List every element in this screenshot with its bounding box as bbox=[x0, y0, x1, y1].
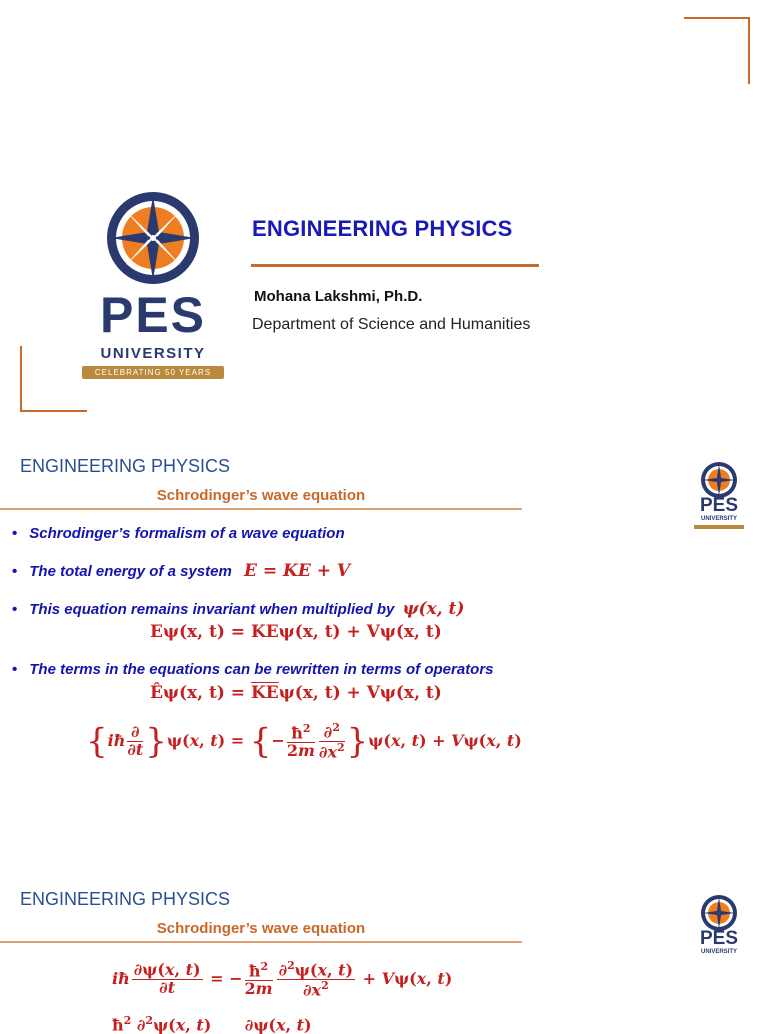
pes-logo-small bbox=[692, 460, 746, 532]
corner-accent-bottom bbox=[20, 410, 87, 412]
equation-line-3: {iħ $\frac{\partial}{\partial t}$ }ψ(x, t) = {− $\frac{ħ^2}{2m}$ $\frac{\partial^2}{\partial x^2}$ }ψ(x, t) + Vψ(x, t) bbox=[86, 721, 522, 762]
pes-logo-small-2 bbox=[692, 893, 746, 965]
slide-title: ENGINEERING PHYSICS bbox=[252, 216, 513, 241]
logo-small-wordmark-2: PES bbox=[699, 928, 739, 949]
bullet-total-energy: • The total energy of a system E = KE + V bbox=[12, 561, 351, 581]
slide2-header: ENGINEERING PHYSICS bbox=[20, 456, 231, 476]
department-name: Department of Science and Humanities bbox=[252, 316, 531, 333]
equation-line-1: Eψ(x, t) = KEψ(x, t) + Vψ(x, t) bbox=[150, 622, 442, 642]
slide3-divider bbox=[0, 941, 522, 943]
bullet-invariant: • This equation remains invariant when multiplied by ψ(x, t) bbox=[12, 599, 465, 619]
corner-accent-top bbox=[684, 17, 750, 19]
equation-energy: E = KE + V bbox=[244, 561, 351, 581]
equation-line-2: Êψ(x, $t) = \overline{KE}\psi(x$, t) + Vψ(x, t) bbox=[150, 683, 442, 703]
bullet-operators: • The terms in the equations can be rewritten in terms of operators bbox=[12, 661, 494, 678]
slide3-header: ENGINEERING PHYSICS bbox=[20, 889, 231, 909]
corner-accent-left bbox=[20, 346, 22, 412]
equation-tdse-next-partial: $ħ^2$ ∂$^2$ψ(x, t) ∂ψ(x, t) bbox=[112, 1014, 312, 1034]
equation-psi: ψ(x, t) bbox=[402, 599, 465, 619]
logo-small-band bbox=[694, 525, 744, 529]
logo-tagline: CELEBRATING 50 YEARS bbox=[94, 368, 212, 377]
corner-accent-right bbox=[748, 17, 750, 84]
logo-small-university-2: UNIVERSITY bbox=[700, 949, 737, 955]
bullet-formalism: • Schrodinger’s formalism of a wave equation bbox=[12, 525, 345, 542]
logo-small-university: UNIVERSITY bbox=[700, 516, 737, 522]
slide3-subtitle: Schrodinger’s wave equation bbox=[156, 920, 366, 937]
logo-university: UNIVERSITY bbox=[100, 345, 206, 362]
logo-small-wordmark: PES bbox=[699, 495, 739, 516]
logo-wordmark: PES bbox=[99, 287, 207, 343]
pes-logo-large bbox=[78, 188, 228, 384]
author-name: Mohana Lakshmi, Ph.D. bbox=[254, 288, 423, 305]
title-divider bbox=[251, 264, 539, 267]
slide2-subtitle: Schrodinger’s wave equation bbox=[156, 487, 366, 504]
slide2-divider bbox=[0, 508, 522, 510]
equation-tdse: iħ $\frac{\partial\psi(x, t)}{\partial t}$ = − $\frac{ħ^2}{2m}$ $\frac{\partial^2\psi(x, t)}{\partial x^2}$ + Vψ(x, t) bbox=[112, 959, 453, 1000]
